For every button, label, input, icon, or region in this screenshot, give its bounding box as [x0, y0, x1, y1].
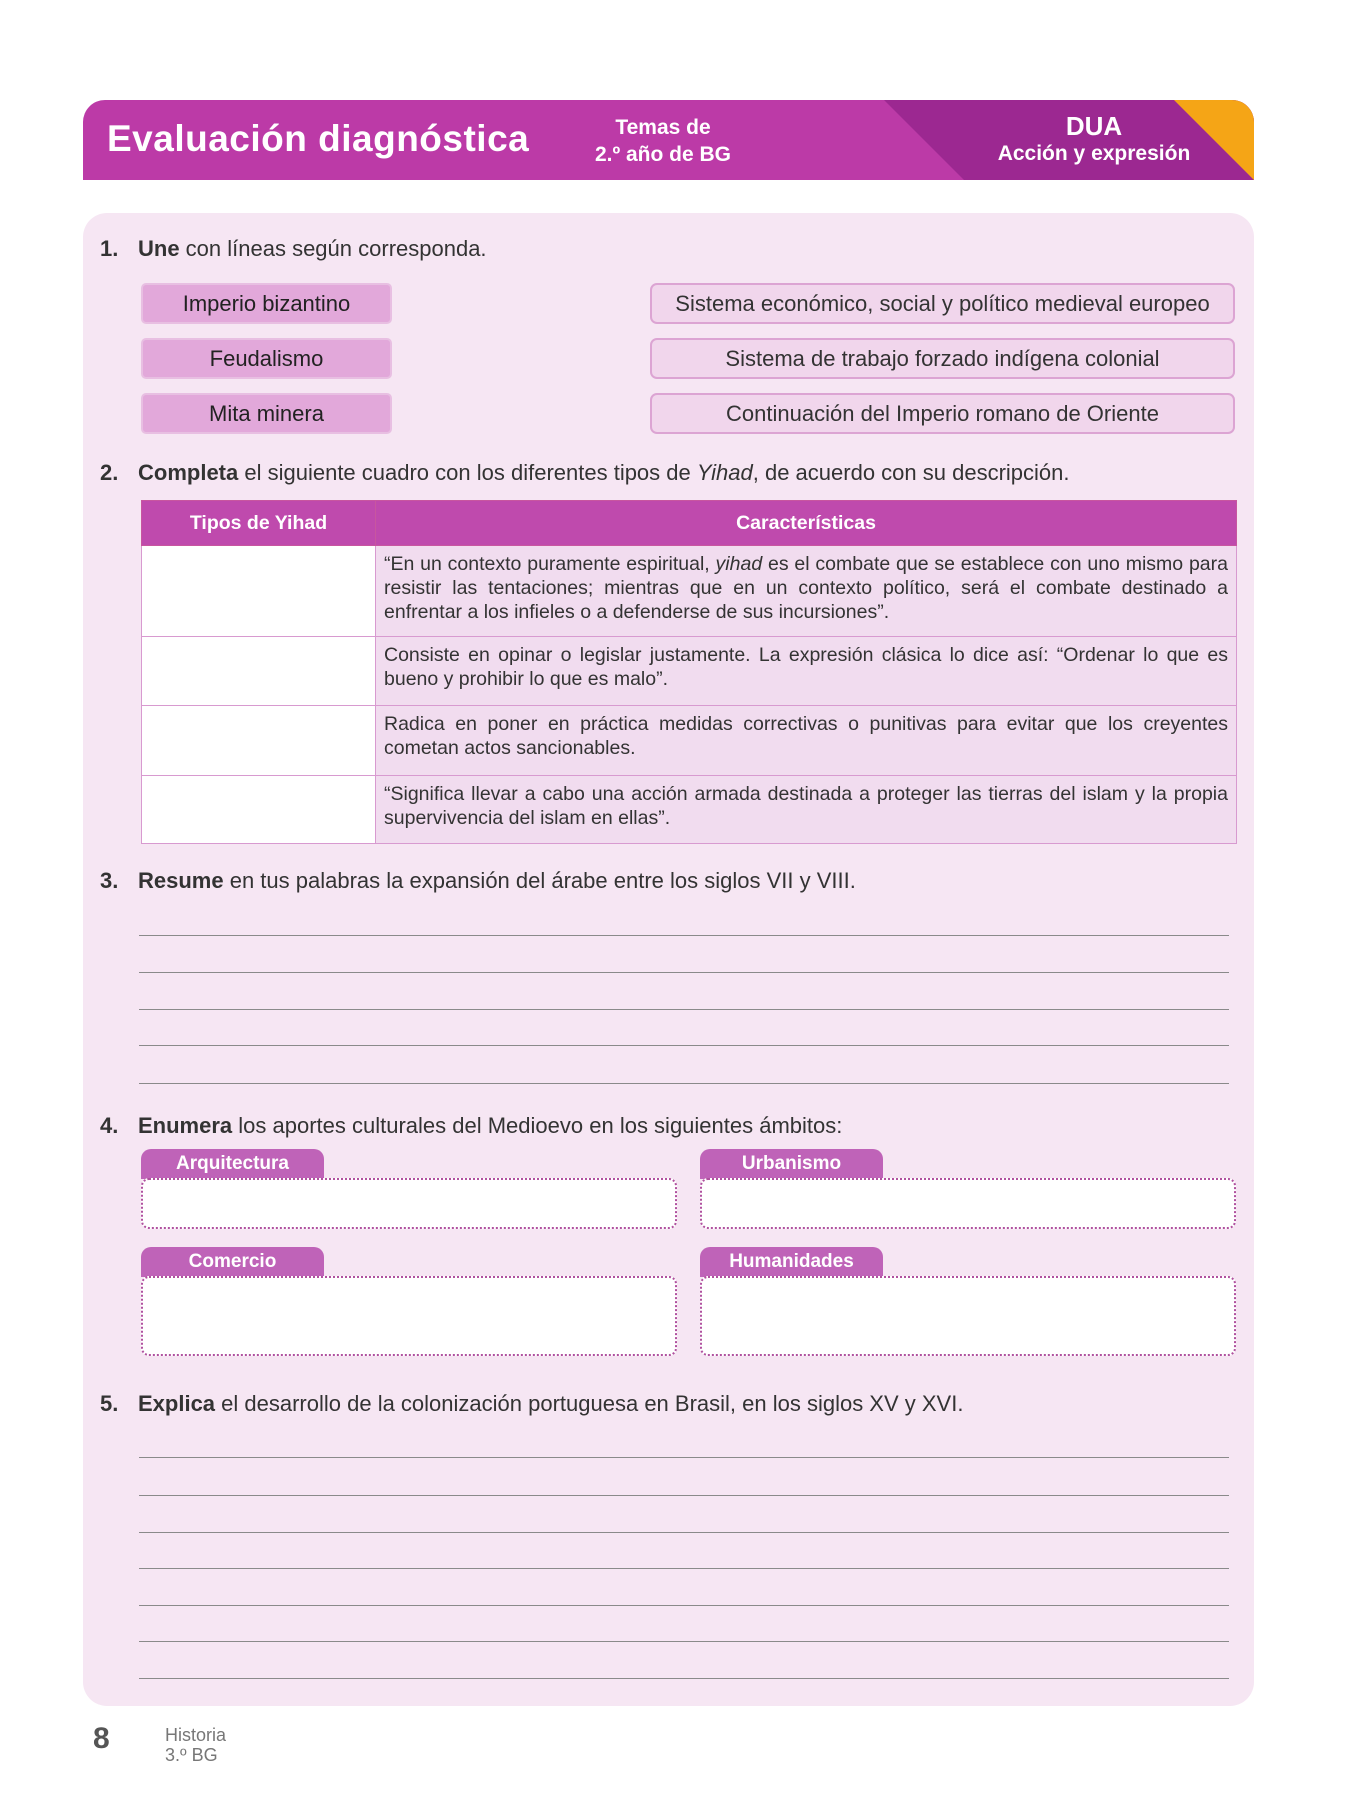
answer-line[interactable] — [139, 935, 1229, 936]
q-text: el siguiente cuadro con los diferentes tipos de — [238, 460, 697, 485]
q-text: en tus palabras la expansión del árabe entre los siglos VII y VIII. — [223, 868, 856, 893]
answer-line[interactable] — [139, 1605, 1229, 1606]
q-text: los aportes culturales del Medioevo en los siguientes ámbitos: — [232, 1113, 843, 1138]
question-5 — [100, 1391, 963, 1417]
q-text-end: , de acuerdo con su descripción. — [752, 460, 1070, 485]
urbanismo-answer-box[interactable] — [700, 1178, 1236, 1229]
q-number: 1. — [100, 236, 119, 261]
q-verb: Resume — [138, 868, 224, 893]
desc-italic: yihad — [715, 553, 763, 575]
match-right-3[interactable]: Continuación del Imperio romano de Oriente — [650, 393, 1235, 434]
question-1 — [100, 236, 487, 262]
temas-label — [583, 114, 743, 168]
answer-cell[interactable] — [142, 776, 376, 844]
col-header-caracteristicas: Características — [376, 501, 1237, 546]
answer-line[interactable] — [139, 1495, 1229, 1496]
temas-line1: Temas de — [615, 116, 711, 139]
tab-comercio: Comercio — [141, 1247, 324, 1277]
answer-line[interactable] — [139, 1045, 1229, 1046]
answer-cell[interactable] — [142, 546, 376, 637]
description-cell: “Significa llevar a cabo una acción armada destinada a proteger las tierras del islam y la propia supervivencia del islam en ellas”. — [376, 776, 1237, 844]
q-number: 5. — [100, 1391, 119, 1416]
match-left-1[interactable]: Imperio bizantino — [141, 283, 392, 324]
tab-humanidades: Humanidades — [700, 1247, 883, 1277]
match-left-2[interactable]: Feudalismo — [141, 338, 392, 379]
question-4 — [100, 1113, 842, 1139]
answer-cell[interactable] — [142, 637, 376, 706]
q-verb: Une — [138, 236, 180, 261]
col-header-tipos: Tipos de Yihad — [142, 501, 376, 546]
description-cell — [376, 546, 1237, 637]
content-panel — [83, 213, 1254, 1706]
page-header — [83, 100, 1254, 180]
q-text: el desarrollo de la colonización portuguesa en Brasil, en los siglos XV y XVI. — [215, 1391, 964, 1416]
description-cell: Radica en poner en práctica medidas correctivas o punitivas para evitar que los creyentes cometan actos sancionables. — [376, 706, 1237, 776]
q-verb: Completa — [138, 460, 239, 485]
page-number: 8 — [93, 1722, 110, 1755]
comercio-answer-box[interactable] — [141, 1276, 677, 1356]
tab-urbanismo: Urbanismo — [700, 1149, 883, 1179]
match-right-2[interactable]: Sistema de trabajo forzado indígena colonial — [650, 338, 1235, 379]
dua-title: DUA — [1065, 111, 1123, 141]
q-number: 2. — [100, 460, 119, 485]
q-italic: Yihad — [696, 460, 753, 485]
answer-line[interactable] — [139, 1009, 1229, 1010]
question-3 — [100, 868, 856, 894]
humanidades-answer-box[interactable] — [700, 1276, 1236, 1356]
description-cell: Consiste en opinar o legislar justamente. La expresión clásica lo dice así: “Ordenar lo que es bueno y prohibir lo que es malo”. — [376, 637, 1237, 706]
q-number: 4. — [100, 1113, 119, 1138]
q-verb: Enumera — [138, 1113, 233, 1138]
answer-line[interactable] — [139, 1568, 1229, 1569]
dua-subtitle: Acción y expresión — [997, 142, 1191, 165]
question-2 — [100, 460, 1070, 486]
match-right-1[interactable]: Sistema económico, social y político medieval europeo — [650, 283, 1235, 324]
answer-line[interactable] — [139, 1532, 1229, 1533]
q-verb: Explica — [138, 1391, 216, 1416]
answer-line[interactable] — [139, 1083, 1229, 1084]
yihad-table — [141, 500, 1237, 844]
page-title: Evaluación diagnóstica — [107, 118, 530, 159]
tab-arquitectura: Arquitectura — [141, 1149, 324, 1179]
footer-subject: Historia — [165, 1725, 227, 1745]
answer-line[interactable] — [139, 1457, 1229, 1458]
temas-line2: 2.º año de BG — [594, 143, 732, 166]
answer-line[interactable] — [139, 1641, 1229, 1642]
match-left-3[interactable]: Mita minera — [141, 393, 392, 434]
answer-line[interactable] — [139, 972, 1229, 973]
desc-text: “En un contexto puramente espiritual, — [384, 553, 716, 575]
desc-text-end: es el combate que se establece con uno mismo para resistir las tentaciones; mientras que en un contexto político, será el combate destinado a enfrentar a los infieles o a defenderse de sus incursiones”. — [384, 553, 1228, 623]
q-number: 3. — [100, 868, 119, 893]
dua-label — [979, 112, 1209, 168]
answer-line[interactable] — [139, 1678, 1229, 1679]
answer-cell[interactable] — [142, 706, 376, 776]
arquitectura-answer-box[interactable] — [141, 1178, 677, 1229]
footer-grade: 3.º BG — [165, 1745, 218, 1765]
q-text: con líneas según corresponda. — [179, 236, 487, 261]
